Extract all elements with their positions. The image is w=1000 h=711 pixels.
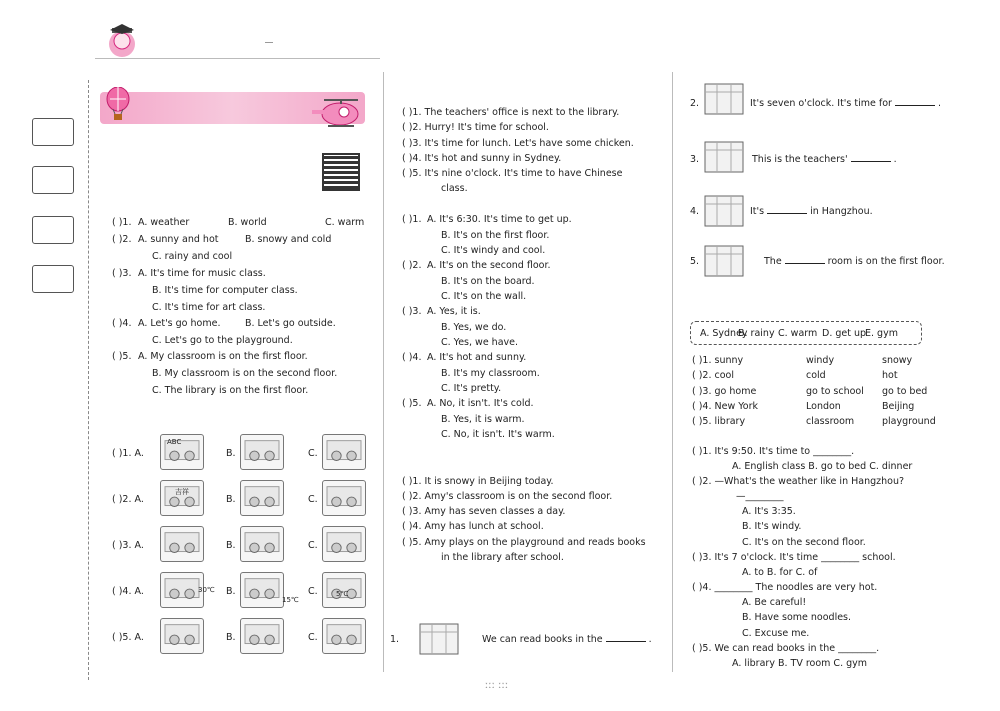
question-number: ( )5. [402,398,422,409]
option-a: A. It's time for music class. [138,268,266,279]
helicopter-icon [310,90,368,130]
option-a: A. My classroom is on the first floor. [138,351,308,362]
question-number: ( )1. [402,214,422,225]
option-c: C. The library is on the first floor. [152,385,309,396]
page-number: ːːː ːːː [485,680,509,691]
sentence-end: room is on the first floor. [827,256,945,267]
word-row-item: London [806,401,841,412]
option-label: B. [226,632,236,643]
question-number: ( )1. [112,217,132,228]
answer-option: A. It's on the second floor. [427,260,551,271]
choice-line: ( )5. We can read books in the ________. [692,643,880,654]
question-number: 4. [690,206,700,217]
statement: ( )2. Hurry! It's time for school. [402,122,549,133]
answer-option: A. It's hot and sunny. [427,352,527,363]
word-row-item: windy [806,355,835,366]
fill-in-sentence [752,154,897,165]
question-number: ( )1. A. [112,448,144,459]
question-number: ( )3. [402,306,422,317]
scene-picture [418,618,460,658]
sentence-end: in Hangzhou. [810,206,873,217]
picture-text: 15℃ [282,596,299,604]
option-label: C. [308,448,318,459]
sentence-start: The [764,256,782,267]
option-label: C. [308,540,318,551]
option-a: A. sunny and hot [138,234,219,245]
word-row-prompt: ( )5. library [692,416,746,427]
option-b: B. My classroom is on the second floor. [152,368,338,379]
word-row-item: cold [806,370,826,381]
picture-text: 5℃ [336,590,349,598]
word-bank-option: D. get up [822,328,867,339]
picture-option[interactable] [322,618,366,654]
word-row-item: playground [882,416,936,427]
picture-option[interactable] [322,434,366,470]
exam-number-field[interactable] [32,216,74,244]
picture-text: 30℃ [198,586,215,594]
question-number: ( )3. A. [112,540,144,551]
question-number: ( )2. A. [112,494,144,505]
fill-in-sentence [764,256,945,267]
option-label: B. [226,494,236,505]
choice-line: A. Be careful! [742,597,807,608]
option-label: B. [226,448,236,459]
statement: ( )4. It's hot and sunny in Sydney. [402,153,562,164]
option-b: B. Let's go outside. [245,318,336,329]
picture-text: ABC [167,438,182,446]
option-label: B. [226,540,236,551]
option-label: B. [226,586,236,597]
option-b: B. world [228,217,267,228]
question-number: 3. [690,154,700,165]
option-label: C. [308,586,318,597]
scene-picture [703,136,745,176]
answer-option: B. It's my classroom. [441,367,540,379]
question-number: ( )3. [112,268,132,279]
scene-picture [703,190,745,230]
option-label: C. [308,632,318,643]
answer-option: B. Yes, we do. [441,321,507,333]
statement: ( )1. It is snowy in Beijing today. [402,476,554,487]
answer-blank[interactable] [606,641,646,642]
answer-option: B. Yes, it is warm. [441,413,525,425]
qr-code-icon[interactable] [322,153,360,191]
picture-option[interactable] [240,618,284,654]
option-b: B. snowy and cold [245,234,332,245]
word-row-prompt: ( )4. New York [692,401,759,412]
choice-line: ( )4. ________ The noodles are very hot. [692,582,878,593]
answer-blank[interactable] [851,161,891,162]
class-field[interactable] [32,166,74,194]
picture-option[interactable] [240,480,284,516]
choice-line: ( )1. It's 9:50. It's time to ________. [692,446,855,457]
option-c: C. rainy and cool [152,251,233,262]
statement: class. [441,183,468,194]
sentence-end: . [893,154,897,165]
picture-option[interactable] [160,618,204,654]
statement: ( )4. Amy has lunch at school. [402,521,544,532]
question-number: ( )5. [112,351,132,362]
sentence-end: . [937,98,941,109]
picture-option[interactable] [240,526,284,562]
answer-option: A. No, it isn't. It's cold. [427,398,534,409]
question-number: ( )2. [402,260,422,271]
word-row-item: Beijing [882,401,915,412]
seal-line [88,80,89,680]
answer-option: C. It's windy and cool. [441,245,546,256]
choice-line: A. It's 3:35. [742,506,796,517]
sentence-start: We can read books in the [482,634,603,645]
picture-option[interactable] [322,526,366,562]
question-number: 2. [690,98,700,109]
header-rule [95,58,380,59]
word-row-item: go to bed [882,386,928,397]
choice-line: B. Have some noodles. [742,612,852,623]
choice-line: A. library B. TV room C. gym [732,658,868,669]
answer-option: A. It's 6:30. It's time to get up. [427,214,572,225]
question-number: ( )5. A. [112,632,144,643]
question-number: ( )2. [112,234,132,245]
word-bank-option: E. gym [865,328,898,339]
fill-in-sentence [750,98,941,109]
choice-line: C. It's on the second floor. [742,537,866,548]
question-number: ( )4. [112,318,132,329]
option-a: A. weather [138,217,190,228]
word-bank-option: B. rainy [738,328,775,339]
word-row-prompt: ( )1. sunny [692,355,744,366]
word-bank-option: C. warm [778,328,818,339]
scene-picture [703,78,745,118]
fill-in-sentence [750,206,873,217]
option-a: A. Let's go home. [138,318,221,329]
scene-picture [703,240,745,280]
choice-line: ( )3. It's 7 o'clock. It's time ________ school. [692,552,896,563]
question-number: 1. [390,634,400,645]
option-b: B. It's time for computer class. [152,285,298,296]
statement: ( )5. Amy plays on the playground and reads books [402,537,646,548]
option-c: C. Let's go to the playground. [152,335,293,346]
answer-blank[interactable] [785,263,825,264]
choice-line: B. It's windy. [742,521,802,532]
statement: ( )3. It's time for lunch. Let's have some chicken. [402,138,634,149]
sentence-start: It's seven o'clock. It's time for [750,98,892,109]
statement: ( )1. The teachers' office is next to the library. [402,107,620,118]
picture-option[interactable] [240,572,284,608]
picture-option[interactable] [160,480,204,516]
question-number: ( )4. [402,352,422,363]
name-field[interactable] [32,265,74,293]
column-divider-2 [672,72,673,672]
choice-line: —________ [736,491,784,502]
sentence-start: It's [750,206,765,217]
picture-option[interactable] [240,434,284,470]
statement: ( )5. It's nine o'clock. It's time to have Chinese [402,168,623,179]
fill-in-sentence [482,634,652,645]
balloon-icon [105,87,131,121]
answer-blank[interactable] [895,105,935,106]
word-bank-option: A. Sydney [700,328,748,339]
statement: ( )2. Amy's classroom is on the second floor. [402,491,613,502]
choice-line: ( )2. —What's the weather like in Hangzhou? [692,476,905,487]
answer-option: C. It's pretty. [441,383,502,394]
question-number: ( )4. A. [112,586,144,597]
sentence-start: This is the teachers' [752,154,848,165]
sentence-end: . [648,634,652,645]
option-c: C. It's time for art class. [152,302,266,313]
word-row-prompt: ( )3. go home [692,386,757,397]
choice-line: A. to B. for C. of [742,567,818,578]
statement: in the library after school. [441,552,564,563]
grade-label [265,42,273,43]
choice-line: A. English class B. go to bed C. dinner [732,461,913,472]
word-row-prompt: ( )2. cool [692,370,735,381]
picture-option[interactable] [160,526,204,562]
option-c: C. warm [325,217,365,228]
statement: ( )3. Amy has seven classes a day. [402,506,566,517]
word-row-item: hot [882,370,898,381]
word-row-item: go to school [806,386,864,397]
answer-blank[interactable] [767,213,807,214]
option-label: C. [308,494,318,505]
answer-option: B. It's on the board. [441,275,535,287]
question-number: 5. [690,256,700,267]
answer-option: C. It's on the wall. [441,291,527,302]
word-row-item: snowy [882,355,913,366]
picture-text: 吉祥 [175,488,189,496]
answer-option: C. Yes, we have. [441,337,519,348]
answer-option: A. Yes, it is. [427,306,481,317]
brand-logo [100,22,280,72]
choice-line: C. Excuse me. [742,628,810,639]
school-field[interactable] [32,118,74,146]
answer-option: C. No, it isn't. It's warm. [441,429,555,440]
word-row-item: classroom [806,416,855,427]
picture-option[interactable] [322,480,366,516]
column-divider-1 [383,72,384,672]
answer-option: B. It's on the first floor. [441,229,550,241]
